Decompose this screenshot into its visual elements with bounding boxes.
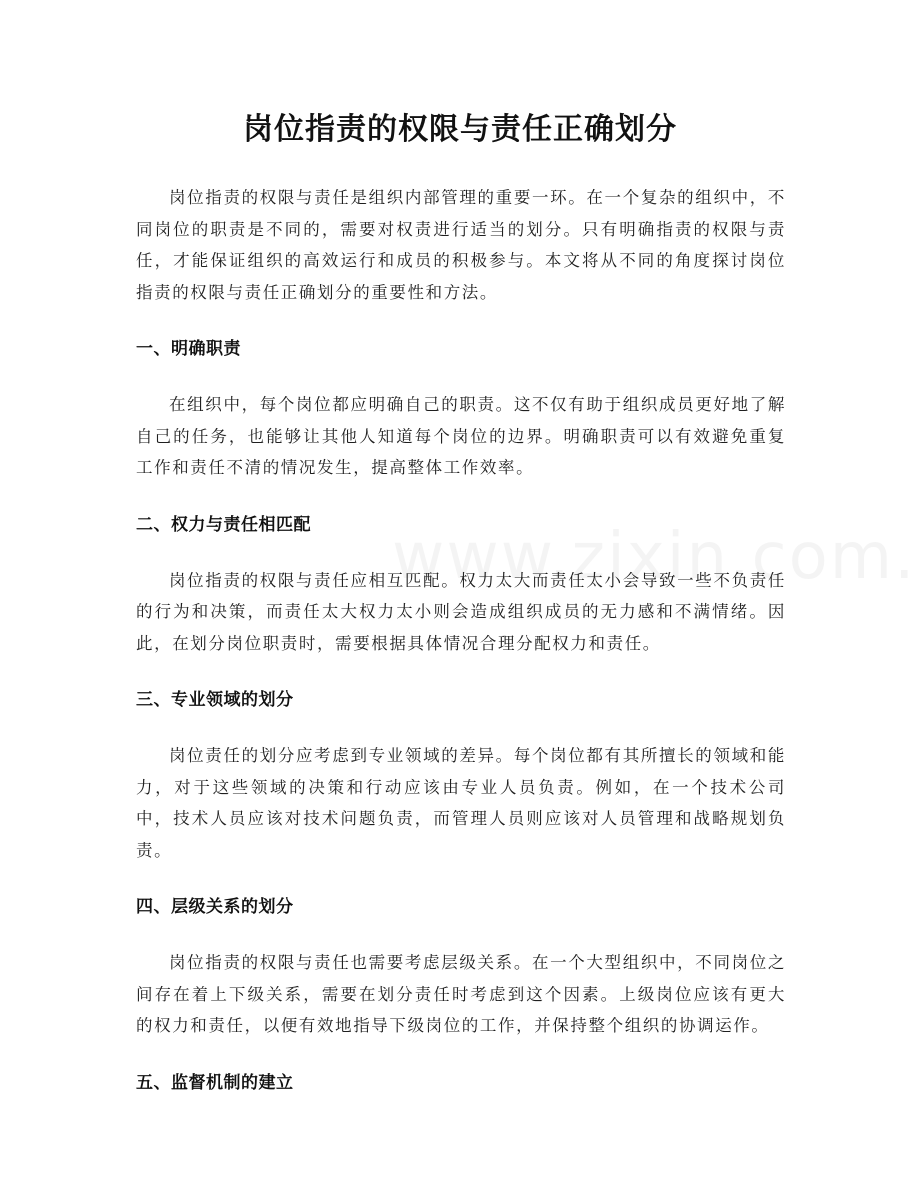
section-heading-5: 五、监督机制的建立 (136, 1072, 294, 1093)
section-heading-3: 三、专业领域的划分 (136, 690, 294, 710)
section-paragraph-2: 岗位指责的权限与责任应相互匹配。权力太大而责任太小会导致一些不负责任的行为和决策，而责任太大权力太小则会造成组织成员的无力感和不满情绪。因此，在划分岗位职责时，需要根据具体情况合理分配权力和责任。 (136, 570, 786, 653)
section-paragraph-3: 岗位责任的划分应考虑到专业领域的差异。每个岗位都有其所擅长的领域和能力，对于这些领域的决策和行动应该由专业人员负责。例如，在一个技术公司中，技术人员应该对技术问题负责，而管理人员则应该对人员管理和战略规划负责。 (136, 746, 786, 860)
section-paragraph-4: 岗位指责的权限与责任也需要考虑层级关系。在一个大型组织中，不同岗位之间存在着上下级关系，需要在划分责任时考虑到这个因素。上级岗位应该有更大的权力和责任，以便有效地指导下级岗位的工作，并保持整个组织的协调运作。 (136, 953, 786, 1035)
section-heading-4: 四、层级关系的划分 (136, 897, 294, 917)
section-paragraph-1: 在组织中，每个岗位都应明确自己的职责。这不仅有助于组织成员更好地了解自己的任务，也能够让其他人知道每个岗位的边界。明确职责可以有效避免重复工作和责任不清的情况发生，提高整体工作效率。 (136, 395, 786, 477)
page-title: 岗位指责的权限与责任正确划分 (243, 112, 677, 147)
intro-paragraph: 岗位指责的权限与责任是组织内部管理的重要一环。在一个复杂的组织中，不同岗位的职责是不同的，需要对权责进行适当的划分。只有明确指责的权限与责任，才能保证组织的高效运行和成员的积极参与。本文将从不同的角度探讨岗位指责的权限与责任正确划分的重要性和方法。 (136, 188, 786, 302)
document-body (136, 182, 786, 1098)
section-heading-2: 二、权力与责任相匹配 (136, 514, 311, 535)
section-heading-1: 一、明确职责 (136, 339, 241, 359)
